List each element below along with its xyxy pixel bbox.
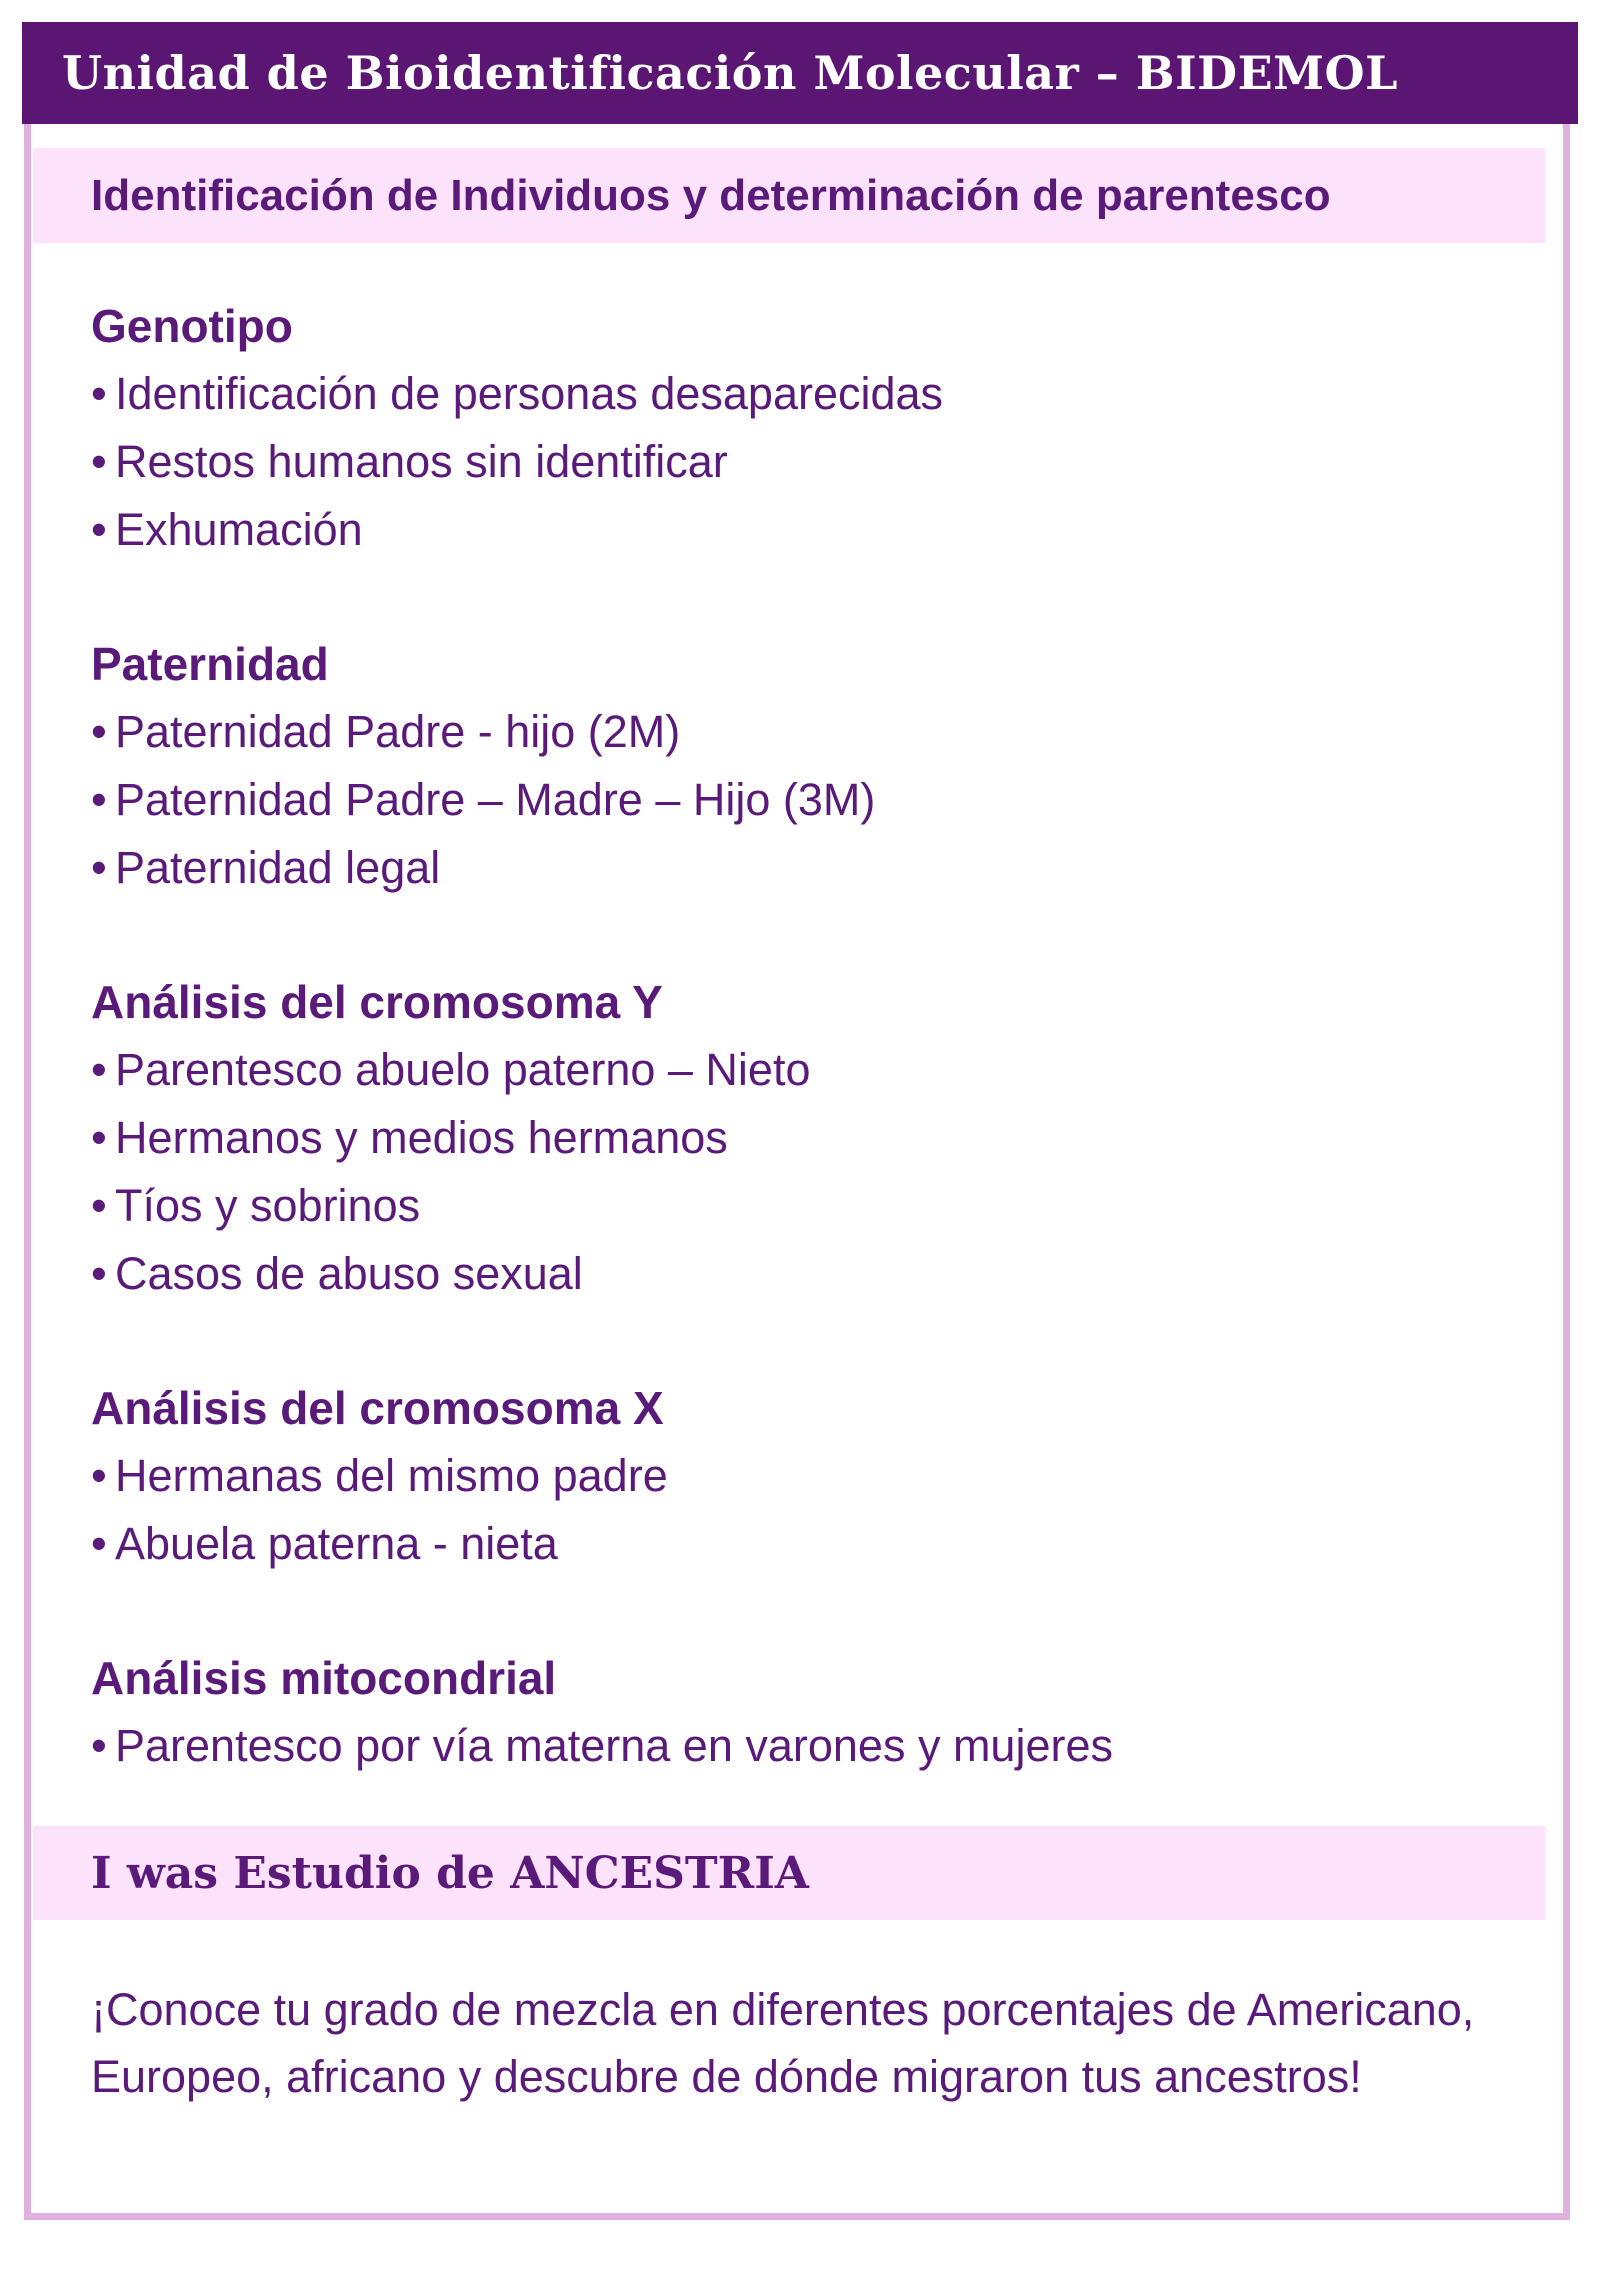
page-title: Unidad de Bioidentificación Molecular – BIDEMOL xyxy=(62,46,1398,100)
identification-content xyxy=(91,292,1531,1780)
section-paternidad xyxy=(91,630,1531,902)
section-mitocondrial xyxy=(91,1644,1531,1780)
list-item: • Casos de abuso sexual xyxy=(91,1248,583,1299)
list-item: • Parentesco abuelo paterno – Nieto xyxy=(91,1044,811,1095)
list-item: • Identificación de personas desaparecidas xyxy=(91,368,944,419)
section-genotipo xyxy=(91,292,1531,564)
section-heading: Análisis mitocondrial xyxy=(91,1652,557,1704)
list-item: • Parentesco por vía materna en varones y mujeres xyxy=(91,1720,1113,1771)
list-item: • Exhumación xyxy=(91,504,363,555)
list-item: • Restos humanos sin identificar xyxy=(91,436,728,487)
ancestry-title: I was Estudio de ANCESTRIA xyxy=(91,1847,809,1899)
list-item: • Tíos y sobrinos xyxy=(91,1180,421,1231)
list-item: • Paternidad Padre – Madre – Hijo (3M) xyxy=(91,774,876,825)
list-item: • Paternidad Padre - hijo (2M) xyxy=(91,706,681,757)
section-heading: Genotipo xyxy=(91,300,293,352)
list-item: • Abuela paterna - nieta xyxy=(91,1518,558,1569)
page-header xyxy=(22,22,1578,124)
identification-title: Identificación de Individuos y determinación de parentesco xyxy=(91,170,1331,220)
ancestry-description: ¡Conoce tu grado de mezcla en diferentes porcentajes de Americano, Europeo, africano y descubre de dónde migraron tus ancestros! xyxy=(91,1984,1475,2102)
section-cromosoma-x xyxy=(91,1374,1531,1578)
identification-band xyxy=(33,148,1545,243)
list-item: • Hermanas del mismo padre xyxy=(91,1450,668,1501)
ancestry-band xyxy=(33,1826,1545,1920)
section-heading: Paternidad xyxy=(91,638,329,690)
section-cromosoma-y xyxy=(91,968,1531,1308)
list-item: • Paternidad legal xyxy=(91,842,441,893)
section-heading: Análisis del cromosoma X xyxy=(91,1382,664,1434)
section-heading: Análisis del cromosoma Y xyxy=(91,976,663,1028)
list-item: • Hermanos y medios hermanos xyxy=(91,1112,728,1163)
